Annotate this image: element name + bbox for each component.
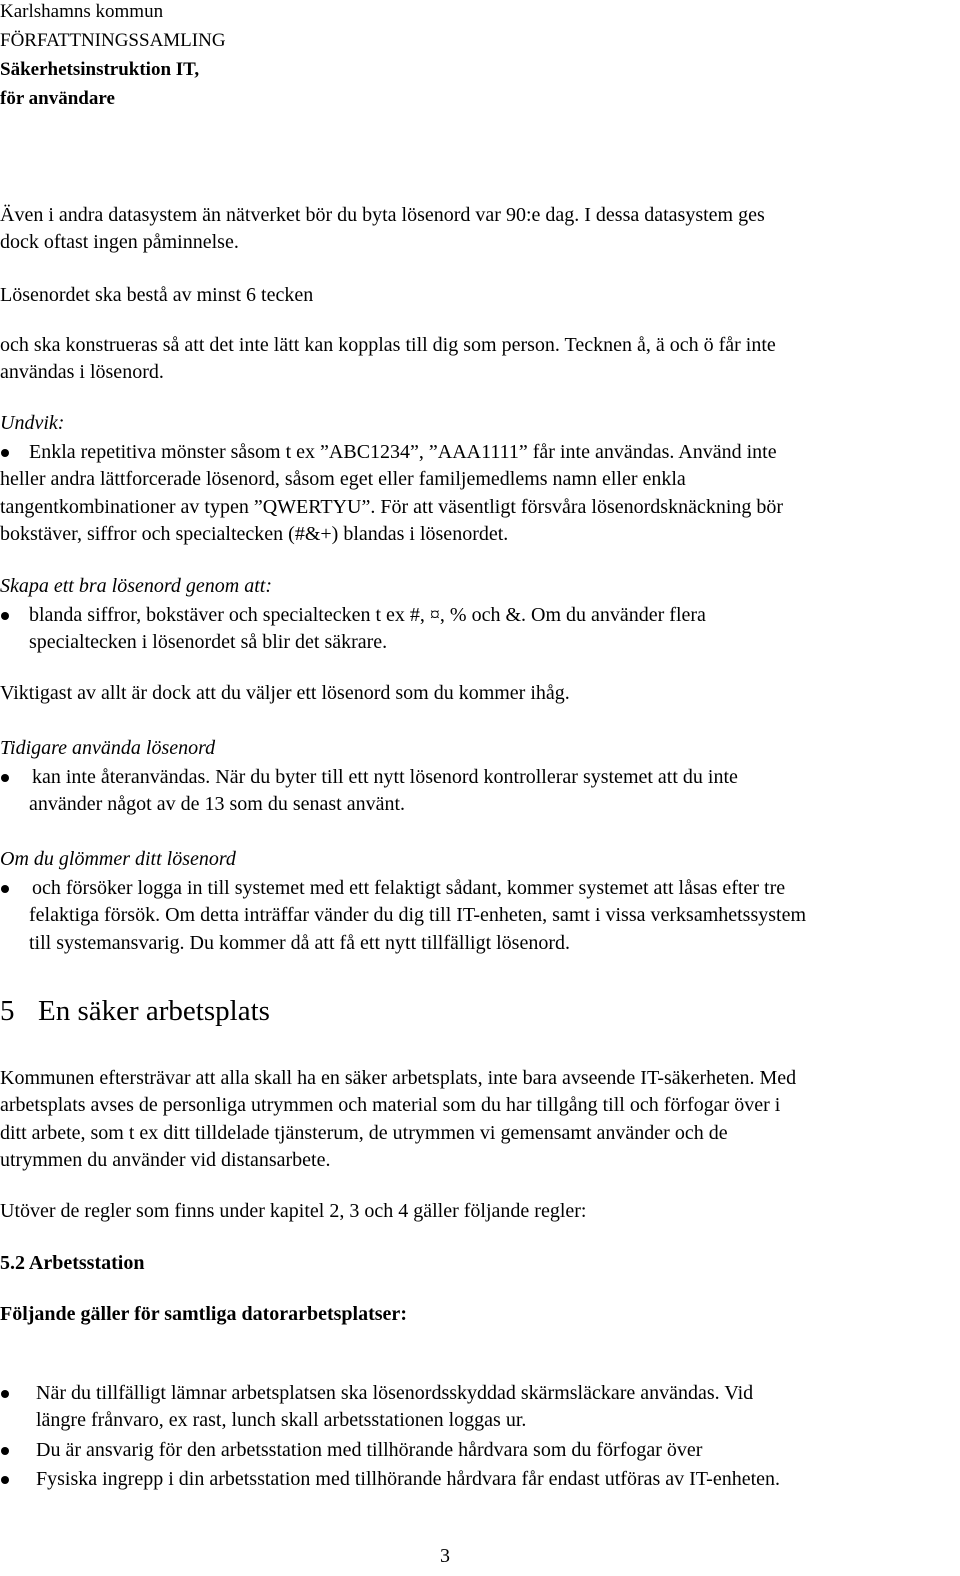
rules-heading: Följande gäller för samtliga datorarbetsplatser: bbox=[0, 1303, 407, 1325]
page-number: 3 bbox=[440, 1545, 450, 1567]
list-item-line: tangentkombinationer av typen ”QWERTYU”. För att väsentligt försvåra lösenordsknäckning bör bbox=[0, 495, 784, 518]
paragraph-line: ditt arbete, som t ex ditt tilldelade tjänsterum, de utrymmen vi gemensamt använder och de bbox=[0, 1121, 728, 1144]
list-item-line: Fysiska ingrepp i din arbetsstation med tillhörande hårdvara får endast utföras av IT-enheten. bbox=[36, 1468, 781, 1490]
list-item-rule-hardware bbox=[0, 1466, 958, 1494]
list-item-line: När du tillfälligt lämnar arbetsplatsen ska lösenordsskyddad skärmsläckare användas. Vid bbox=[36, 1382, 754, 1404]
list-item-skapa bbox=[0, 602, 958, 658]
list-item-line: blanda siffror, bokstäver och specialtecken t ex #, ¤, % och &. Om du använder flera bbox=[29, 604, 706, 626]
list-item-line: kan inte återanvändas. När du byter till ett nytt lösenord kontrollerar systemet att du inte bbox=[32, 766, 738, 788]
section-heading bbox=[0, 992, 270, 1030]
heading-undvik: Undvik: bbox=[0, 412, 65, 434]
bullet-icon bbox=[1, 1447, 9, 1455]
heading-tidigare: Tidigare använda lösenord bbox=[0, 737, 216, 759]
paragraph-line: Kommunen eftersträvar att alla skall ha en säker arbetsplats, inte bara avseende IT-säkerheten. Med bbox=[0, 1067, 797, 1089]
list-item-tidigare bbox=[0, 764, 958, 820]
list-item-line: felaktiga försök. Om detta inträffar vänder du dig till IT-enheten, samt i vissa verksamhetssystem bbox=[29, 904, 807, 927]
section-title: En säker arbetsplats bbox=[38, 995, 270, 1027]
bullet-icon bbox=[1, 1476, 9, 1484]
paragraph-construct bbox=[0, 332, 958, 387]
paragraph-line: utrymmen du använder vid distansarbete. bbox=[0, 1148, 331, 1171]
paragraph-line: arbetsplats avses de personliga utrymmen och material som du har tillgång till och förfogar över i bbox=[0, 1094, 781, 1117]
list-item-line: Enkla repetitiva mönster såsom t ex ”ABC1234”, ”AAA1111” får inte användas. Använd inte bbox=[29, 441, 777, 463]
bullet-icon bbox=[1, 885, 9, 893]
list-item-line: Du är ansvarig för den arbetsstation med tillhörande hårdvara som du förfogar över bbox=[36, 1439, 703, 1461]
paragraph-line: och ska konstrueras så att det inte lätt kan kopplas till dig som person. Tecknen å, ä och ö får inte bbox=[0, 334, 776, 356]
paragraph-min-length: Lösenordet ska bestå av minst 6 tecken bbox=[0, 284, 314, 306]
paragraph-kommunen bbox=[0, 1065, 958, 1174]
heading-skapa: Skapa ett bra lösenord genom att: bbox=[0, 575, 273, 597]
paragraph-line: dock oftast ingen påminnelse. bbox=[0, 231, 239, 254]
section-number: 5 bbox=[0, 995, 15, 1027]
paragraph-utover: Utöver de regler som finns under kapitel 2, 3 och 4 gäller följande regler: bbox=[0, 1200, 587, 1222]
header-document-title: Säkerhetsinstruktion IT, bbox=[0, 59, 200, 80]
paragraph-viktigast: Viktigast av allt är dock att du väljer ett lösenord som du kommer ihåg. bbox=[0, 682, 570, 704]
list-item-line: bokstäver, siffror och specialtecken (#&+) blandas i lösenordet. bbox=[0, 522, 509, 545]
paragraph-line: Även i andra datasystem än nätverket bör du byta lösenord var 90:e dag. I dessa datasystem ges bbox=[0, 204, 765, 226]
list-item-glommer bbox=[0, 875, 958, 959]
list-item-rule-responsibility bbox=[0, 1437, 958, 1465]
bullet-icon bbox=[1, 1390, 9, 1398]
list-item-line: heller andra lättforcerade lösenord, såsom eget eller familjemedlems namn eller enkla bbox=[0, 468, 686, 491]
heading-glommer: Om du glömmer ditt lösenord bbox=[0, 848, 236, 870]
header-document-subtitle: för användare bbox=[0, 88, 115, 109]
bullet-icon bbox=[1, 612, 9, 620]
list-item-line: specialtecken i lösenordet så blir det säkrare. bbox=[29, 631, 388, 654]
bullet-icon bbox=[1, 774, 9, 782]
paragraph-change-password bbox=[0, 202, 958, 257]
header-municipality: Karlshamns kommun bbox=[0, 1, 164, 22]
list-item-line: längre frånvaro, ex rast, lunch skall arbetsstationen loggas ur. bbox=[36, 1409, 527, 1432]
header-collection: FÖRFATTNINGSSAMLING bbox=[0, 30, 226, 51]
list-item-line: och försöker logga in till systemet med ett felaktigt sådant, kommer systemet att låsas efter tre bbox=[32, 877, 786, 899]
list-item-rule-screensaver bbox=[0, 1380, 958, 1436]
list-item-line: använder något av de 13 som du senast använt. bbox=[29, 793, 406, 816]
list-item-undvik bbox=[0, 439, 958, 549]
list-item-line: till systemansvarig. Du kommer då att få ett nytt tillfälligt lösenord. bbox=[29, 931, 571, 954]
subsection-heading: 5.2 Arbetsstation bbox=[0, 1252, 145, 1274]
paragraph-line: användas i lösenord. bbox=[0, 361, 164, 384]
document-header bbox=[0, 0, 226, 113]
